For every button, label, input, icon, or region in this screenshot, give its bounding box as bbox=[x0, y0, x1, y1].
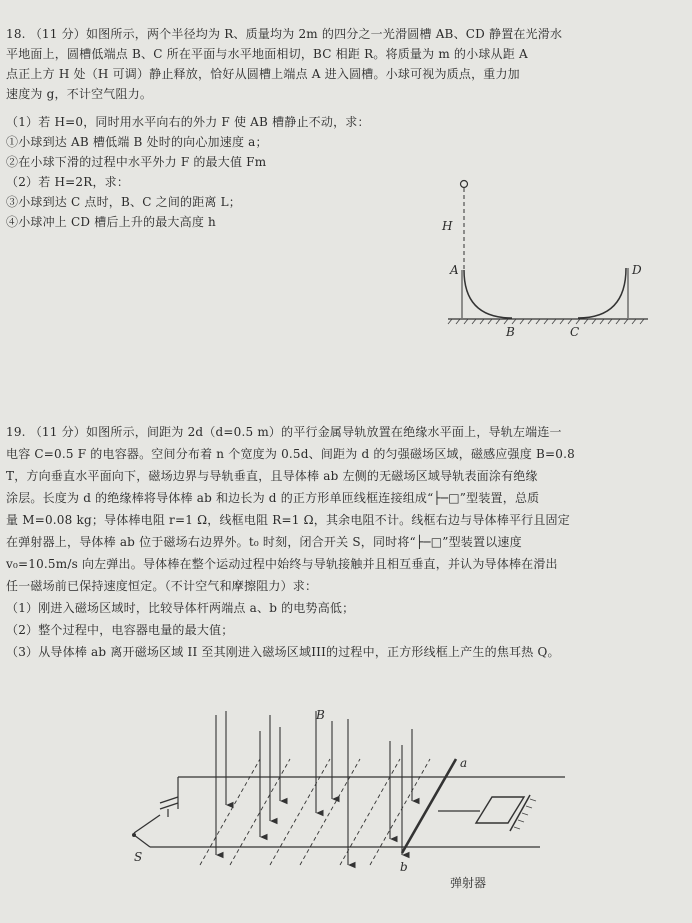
groove-AB bbox=[464, 270, 512, 318]
q18-line-1: 18. （11 分）如图所示，两个半径均为 R、质量均为 2m 的四分之一光滑圆槽 AB、CD 静置在光滑水 bbox=[6, 27, 563, 41]
q18-figure bbox=[430, 170, 670, 350]
switch-blade bbox=[134, 815, 160, 833]
q18-line-3: 点正上方 H 处（H 可调）静止释放，恰好从圆槽上端点 A 进入圆槽。小球可视为质点，重力加 bbox=[6, 67, 520, 81]
q19-figure bbox=[120, 705, 580, 905]
q18-line-7: ②在小球下滑的过程中水平外力 F 的最大值 Fm bbox=[6, 155, 267, 169]
field-boundary bbox=[370, 759, 430, 865]
field-boundary bbox=[270, 759, 330, 865]
q18-line-2: 平地面上，圆槽低端点 B、C 所在平面与水平地面相切，BC 相距 R。将质量为 m 的小球从距 A bbox=[6, 47, 528, 61]
conductor-rod-ab bbox=[402, 759, 456, 853]
q19-line-3: T，方向垂直水平面向下，磁场边界与导轨垂直，且导体棒 ab 左侧的无磁场区域导轨表面涂有绝缘 bbox=[6, 469, 538, 483]
q19-line-11: （3）从导体棒 ab 离开磁场区域 II 至其刚进入磁场区域III的过程中，正方形线框上产生的焦耳热 Q。 bbox=[6, 645, 560, 659]
label-b: b bbox=[400, 860, 408, 874]
q19-line-7: v₀=10.5m/s 向左弹出。导体棒在整个运动过程中始终与导轨接触并且相互垂直，并认为导体棒在滑出 bbox=[6, 557, 558, 571]
label-B-field: B bbox=[316, 708, 325, 722]
ball-icon bbox=[461, 181, 468, 188]
q18-line-10: ④小球冲上 CD 槽后上升的最大高度 h bbox=[6, 215, 216, 229]
launcher-wall bbox=[510, 795, 530, 831]
label-S: S bbox=[134, 850, 143, 864]
q19-line-9: （1）刚进入磁场区域时，比较导体杆两端点 a、b 的电势高低； bbox=[6, 601, 355, 615]
label-B: B bbox=[506, 325, 515, 339]
ground-hatching bbox=[448, 319, 644, 324]
label-A: A bbox=[450, 263, 459, 277]
label-launcher: 弹射器 bbox=[450, 876, 487, 890]
label-D: D bbox=[632, 263, 642, 277]
q18-line-4: 速度为 g，不计空气阻力。 bbox=[6, 87, 153, 101]
field-boundary bbox=[300, 759, 360, 865]
label-H: H bbox=[442, 219, 453, 233]
q18-line-8: （2）若 H=2R，求： bbox=[6, 175, 130, 189]
q19-line-6: 在弹射器上，导体棒 ab 位于磁场右边界外。t₀ 时刻，闭合开关 S，同时将“├─□”型装置以速度 bbox=[6, 535, 522, 549]
capacitor-plate-1 bbox=[160, 797, 178, 803]
q19-line-8: 任一磁场前已保持速度恒定。（不计空气和摩擦阻力）求： bbox=[6, 579, 318, 593]
q18-line-9: ③小球到达 C 点时，B、C 之间的距离 L； bbox=[6, 195, 242, 209]
label-a: a bbox=[460, 756, 468, 770]
q19-line-2: 电容 C=0.5 F 的电容器。空间分布着 n 个宽度为 0.5d、间距为 d 的匀强磁场区域，磁感应强度 B=0.8 bbox=[6, 447, 575, 461]
label-C: C bbox=[570, 325, 580, 339]
field-boundary bbox=[200, 759, 260, 865]
field-arrows bbox=[216, 711, 412, 865]
q18-line-6: ①小球到达 AB 槽低端 B 处时的向心加速度 a； bbox=[6, 135, 268, 149]
field-boundary bbox=[340, 759, 400, 865]
field-boundaries bbox=[200, 759, 430, 865]
q19-line-10: （2）整个过程中，电容器电量的最大值； bbox=[6, 623, 234, 637]
q19-line-5: 量 M=0.08 kg；导体棒电阻 r=1 Ω，线框电阻 R=1 Ω，其余电阻不计。线框右边与导体棒平行且固定 bbox=[6, 513, 570, 527]
capacitor-plate-2 bbox=[160, 803, 178, 809]
switch-wire bbox=[134, 835, 150, 847]
groove-CD bbox=[578, 268, 626, 318]
q19-line-4: 涂层。长度为 d 的绝缘棒将导体棒 ab 和边长为 d 的正方形单匝线框连接组成“├─□”型装置，总质 bbox=[6, 491, 540, 505]
q19-line-1: 19. （11 分）如图所示，间距为 2d（d=0.5 m）的平行金属导轨放置在绝缘水平面上，导轨左端连一 bbox=[6, 425, 562, 439]
q18-line-5: （1）若 H=0，同时用水平向右的外力 F 使 AB 槽静止不动，求： bbox=[6, 115, 370, 129]
